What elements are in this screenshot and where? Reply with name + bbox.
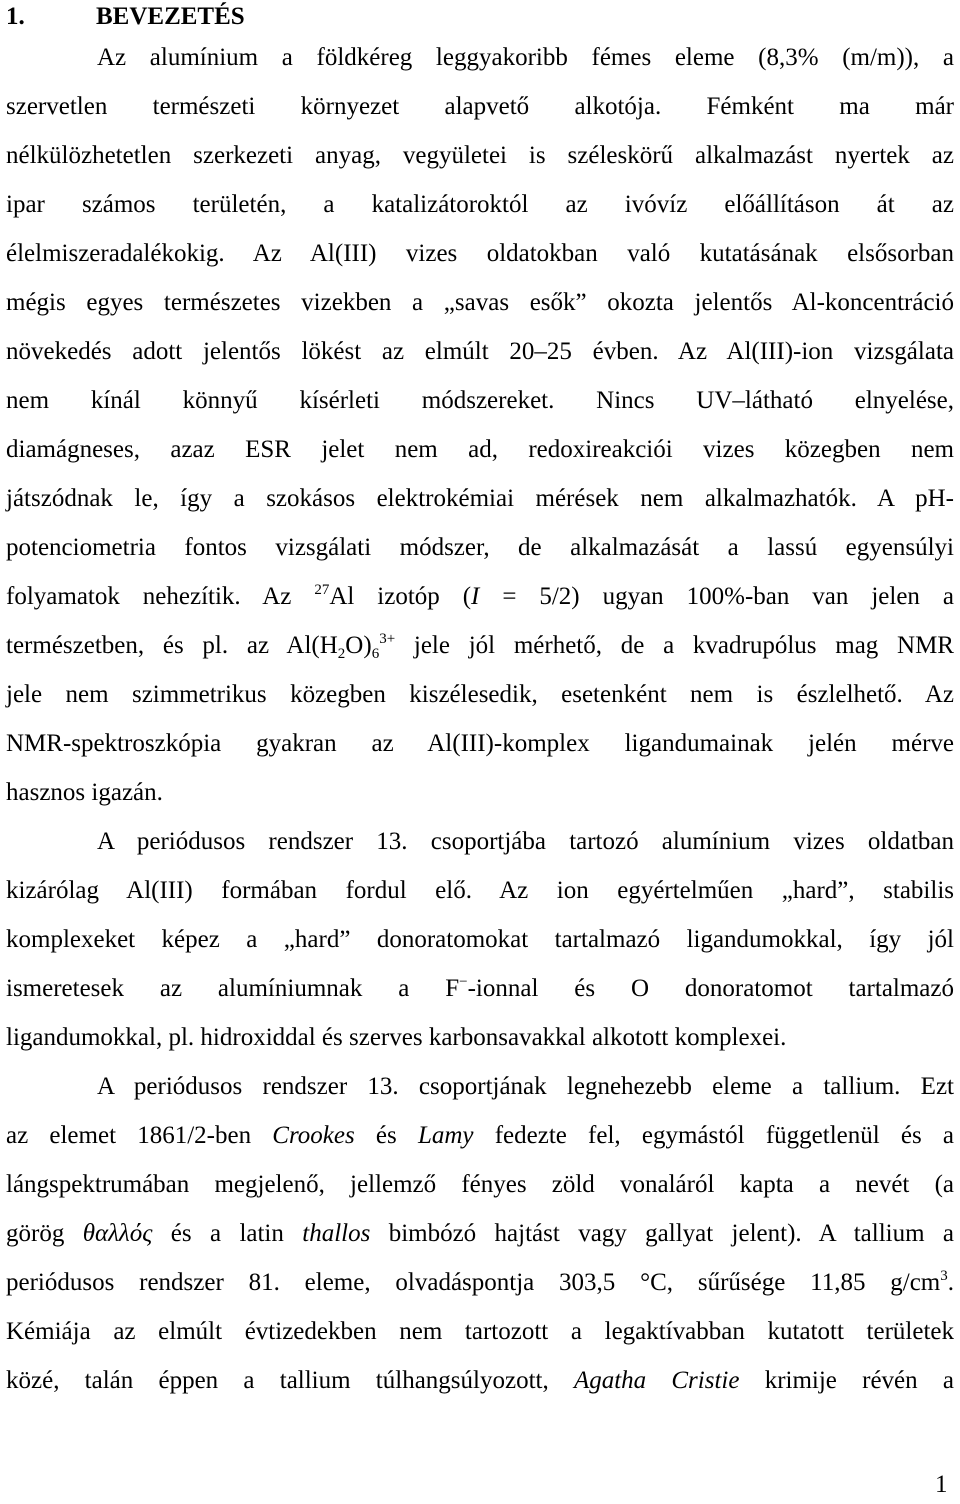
text-line: Kémiája az elmúlt évtizedekben nem tartozott a legaktívabban kutatott területek xyxy=(6,1318,954,1345)
text-line: jele nem szimmetrikus közegben kiszélesedik, esetenként nem is észlelhető. Az xyxy=(6,681,954,708)
text-line: ligandumokkal, pl. hidroxiddal és szerves karbonsavakkal alkotott komplexei. xyxy=(6,1024,787,1051)
page-number: 1 xyxy=(935,1471,948,1498)
text-line: növekedés adott jelentős lökést az elmúlt 20–25 évben. Az Al(III)-ion vizsgálata xyxy=(6,338,954,365)
section-title: BEVEZETÉS xyxy=(96,3,245,30)
text-line: lángspektrumában megjelenő, jellemző fényes zöld vonaláról kapta a nevét (a xyxy=(6,1171,954,1198)
text-line: A periódusos rendszer 13. csoportjába tartozó alumínium vizes oldatban xyxy=(97,828,954,855)
text-line: Az alumínium a földkéreg leggyakoribb fémes eleme (8,3% (m/m)), a xyxy=(97,44,954,71)
text-line: potenciometria fontos vizsgálati módszer, de alkalmazását a lassú egyensúlyi xyxy=(6,534,954,561)
text-line: kizárólag Al(III) formában fordul elő. Az ion egyértelműen „hard”, stabilis xyxy=(6,877,954,904)
text-line: ismeretesek az alumíniumnak a F−-ionnal és O donoratomot tartalmazó xyxy=(6,974,954,1002)
text-line: görög θαλλός és a latin thallos bimbózó hajtást vagy gallyat jelent). A tallium a xyxy=(6,1220,954,1247)
text-line: nélkülözhetetlen szerkezeti anyag, vegyületei is széleskörű alkalmazást nyertek az xyxy=(6,142,954,169)
text-line: NMR-spektroszkópia gyakran az Al(III)-komplex ligandumainak jelén mérve xyxy=(6,730,954,757)
text-line: az elemet 1861/2-ben Crookes és Lamy fedezte fel, egymástól függetlenül és a xyxy=(6,1122,955,1149)
text-line: közé, talán éppen a tallium túlhangsúlyozott, Agatha Cristie krimije révén a xyxy=(6,1367,954,1394)
text-line: komplexeket képez a „hard” donoratomokat tartalmazó ligandumokkal, így jól xyxy=(6,926,954,953)
section-number: 1. xyxy=(6,3,25,30)
text-line: folyamatok nehezítik. Az $^{27}$Al izotóp (I = 5/2) ugyan 100%-ban van jelen a xyxy=(6,582,954,610)
section-heading xyxy=(6,0,245,34)
text-line: diamágneses, azaz ESR jelet nem ad, redoxireakciói vizes közegben nem xyxy=(6,436,954,463)
text-line: ipar számos területén, a katalizátoroktól az ivóvíz előállításon át az xyxy=(6,191,954,218)
text-line: hasznos igazán. xyxy=(6,779,163,806)
text-line: periódusos rendszer 81. eleme, olvadáspontja 303,5 °C, sűrűsége 11,85 $g/cm^3$. xyxy=(6,1268,954,1296)
text-line: szervetlen természeti környezet alapvető alkotója. Fémként ma már xyxy=(6,93,954,120)
text-line: mégis egyes természetes vizekben a „savas esők” okozta jelentős Al-koncentráció xyxy=(6,289,954,316)
text-line: természetben, és pl. az $Al(H_2O)_6^{3+}$ jele jól mérhető, de a kvadrupólus mag NMR xyxy=(6,631,954,662)
text-line: A periódusos rendszer 13. csoportjának legnehezebb eleme a tallium. Ezt xyxy=(97,1073,954,1100)
text-line: nem kínál könnyű kísérleti módszereket. Nincs UV–látható elnyelése, xyxy=(6,387,954,414)
text-line: élelmiszeradalékokig. Az Al(III) vizes oldatokban való kutatásának elsősorban xyxy=(6,240,954,267)
text-line: játszódnak le, így a szokásos elektrokémiai mérések nem alkalmazhatók. A pH- xyxy=(6,485,954,512)
